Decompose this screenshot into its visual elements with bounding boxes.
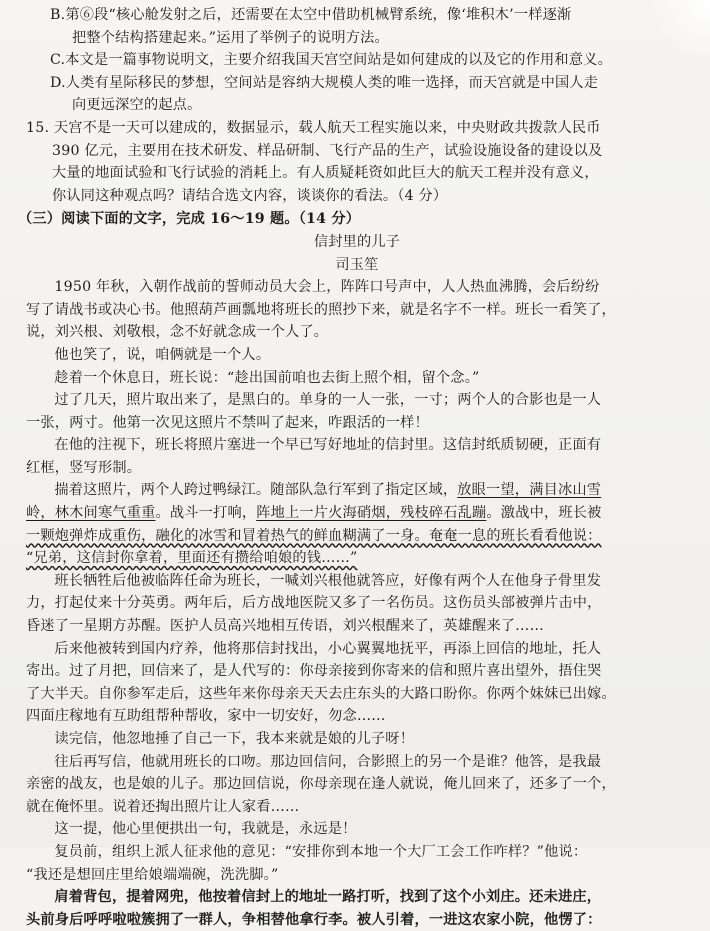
story-p6-line2-plain-b: 。激战中，班长被 [486, 505, 602, 522]
story-p6-line1-plain: 揣着这照片，两个人跨过鸭绿江。随部队急行军到了指定区域， [54, 482, 458, 499]
story-p7-line3: 昏迷了一星期方苏醒。医护人员高兴地相互传语，刘兴根醒来了，英雄醒来了…… [26, 618, 544, 635]
option-b-line1: B.第⑥段“核心舱发射之后，还需要在太空中借助机械臂系统，像‘堆积木’一样逐渐 [50, 7, 572, 23]
story-p3: 趁着一个休息日，班长说：“趁出国前咱也去街上照个相，留个念。” [54, 369, 480, 386]
option-c-line1: C.本文是一篇事物说明文，主要介绍我国天宫空间站是如何建成的以及它的作用和意义。 [50, 52, 612, 69]
story-p1-line3: 说，刘兴根、刘敬根，念不好就念成一个人了。 [26, 324, 329, 341]
story-p1-line2: 写了请战书或决心书。他照葫芦画瓢地将班长的照抄下来，就是名字不一样。班长一看笑了， [26, 301, 616, 318]
option-b-line2: 把整个结构搭建起来。”运用了举例子的说明方法。 [72, 29, 389, 46]
story-author: 司玉笙 [335, 256, 379, 273]
option-d-line1: D.人类有星际移民的梦想，空间站是容纳大规模人类的唯一选择，而天宫就是中国人走 [50, 74, 599, 91]
story-p6-line4: “兄弟，这信封你拿着，里面还有攒给咱娘的钱……” [26, 550, 358, 567]
story-p8-line4: 四面庄稼地有互助组帮种帮收，家中一切安好，勿念…… [26, 708, 386, 725]
story-p6-underlined-battle: 阵地上一片火海硝烟，残枝碎石乱蹦 [256, 505, 487, 522]
story-title: 信封里的儿子 [313, 233, 401, 250]
story-p8-line3: 了大半天。自你参军走后，这些年来你母亲天天去庄东头的大路口盼你。你两个妹妹已出嫁。 [26, 685, 616, 702]
story-p6-line1 [26, 479, 688, 502]
story-p10-line3: 就在俺怀里。说着还掏出照片让人家看…… [26, 798, 300, 815]
question-15-line3: 大量的地面试验和飞行试验的消耗上。有人质疑耗资如此巨大的航天工程并没有意义， [52, 165, 599, 182]
story-p12-line1: 复员前，组织上派人征求他的意见：“安排你到本地一个大厂工会工作咋样？”他说： [54, 843, 588, 860]
question-15-line4: 你认同这种观点吗？请结合选文内容，谈谈你的看法。（4 分） [52, 187, 448, 204]
question-15-line2: 390 亿元，主要用在技术研发、样品研制、飞行产品的生产，试验设施设备的建设以及 [52, 142, 603, 159]
story-p12-line2: “我还是想回庄里给娘端端碗，洗洗脚。” [26, 866, 279, 883]
story-p6-line2-plain-a: 。战斗一打响， [155, 505, 257, 522]
story-p4-line1: 过了几天，照片取出来了，是黑白的。单身的一人一张，一寸；两个人的合影也是一人 [54, 392, 602, 409]
story-p10-line1: 往后再写信，他就用班长的口吻。那边回信问，合影照上的另一个是谁？他答，是我最 [54, 753, 602, 770]
story-p13-line1: 肩着背包，提着网兜，他按着信封上的地址一路打听，找到了这个小刘庄。还未进庄， [54, 889, 602, 906]
story-p10-line2: 亲密的战友，也是娘的儿子。那边回信说，你母亲现在逢人就说，俺儿回来了，还多了一个， [26, 776, 616, 793]
story-p1-line1: 1950 年秋，入朝作战前的誓师动员大会上，阵阵口号声中，人人热血沸腾，会后纷纷 [54, 279, 600, 296]
story-p2: 他也笑了，说，咱俩就是一个人。 [54, 346, 271, 363]
story-p7-line1: 班长牺牲后他被临阵任命为班长，一喊刘兴根他就答应，好像有两个人在他身子骨里发 [54, 572, 602, 589]
story-p8-line2: 寄出。过了月把，回信来了，是人代写的：你母亲接到你寄来的信和照片喜出望外，捂住哭 [26, 663, 602, 680]
page-content [18, 4, 688, 931]
story-p4-line2: 一张，两寸。他第一次见这照片不禁叫了起来，咋跟活的一样！ [26, 414, 429, 431]
story-p6-line3: 一颗炮弹炸成重伤，融化的冰雪和冒着热气的鲜血糊满了一身。奄奄一息的班长看看他说： [26, 527, 602, 544]
story-p8-line1: 后来他被转到国内疗养，他将那信封找出，小心翼翼地抚平，再添上回信的地址，托人 [54, 640, 602, 657]
option-d-line2: 向更远深空的起点。 [72, 97, 202, 114]
story-p13-line2: 头前身后呼呼啦啦簇拥了一群人，争相替他拿行李。被人引着，一进这农家小院，他愣了： [26, 911, 602, 928]
story-p7-line2: 力，打起仗来十分英勇。两年后，后方战地医院又多了一名伤员。这伤员头部被弹片击中， [26, 595, 602, 612]
question-15-line1: 15. 天宫不是一天可以建成的，数据显示，载人航天工程实施以来，中央财政共拨款人民币 [26, 119, 601, 136]
story-p6-underlined-scenery-a: 放眼一望，满目冰山雪 [457, 482, 602, 499]
story-p5-line2: 红框，竖写形制。 [26, 459, 142, 476]
section-heading: （三）阅读下面的文字，完成 16～19 题。（14 分） [18, 211, 361, 228]
story-p11: 这一提，他心里便拱出一句，我就是，永远是！ [54, 821, 357, 838]
story-p6-line2 [26, 502, 688, 525]
story-p9: 读完信，他忽地捶了自己一下，我本来就是娘的儿子呀！ [54, 731, 415, 747]
story-p6-underlined-scenery-b: 岭，林木间寒气重重 [26, 505, 156, 522]
story-p5-line1: 在他的注视下，班长将照片塞进一个早已写好地址的信封里。这信封纸质韧硬，正面有 [54, 437, 602, 454]
